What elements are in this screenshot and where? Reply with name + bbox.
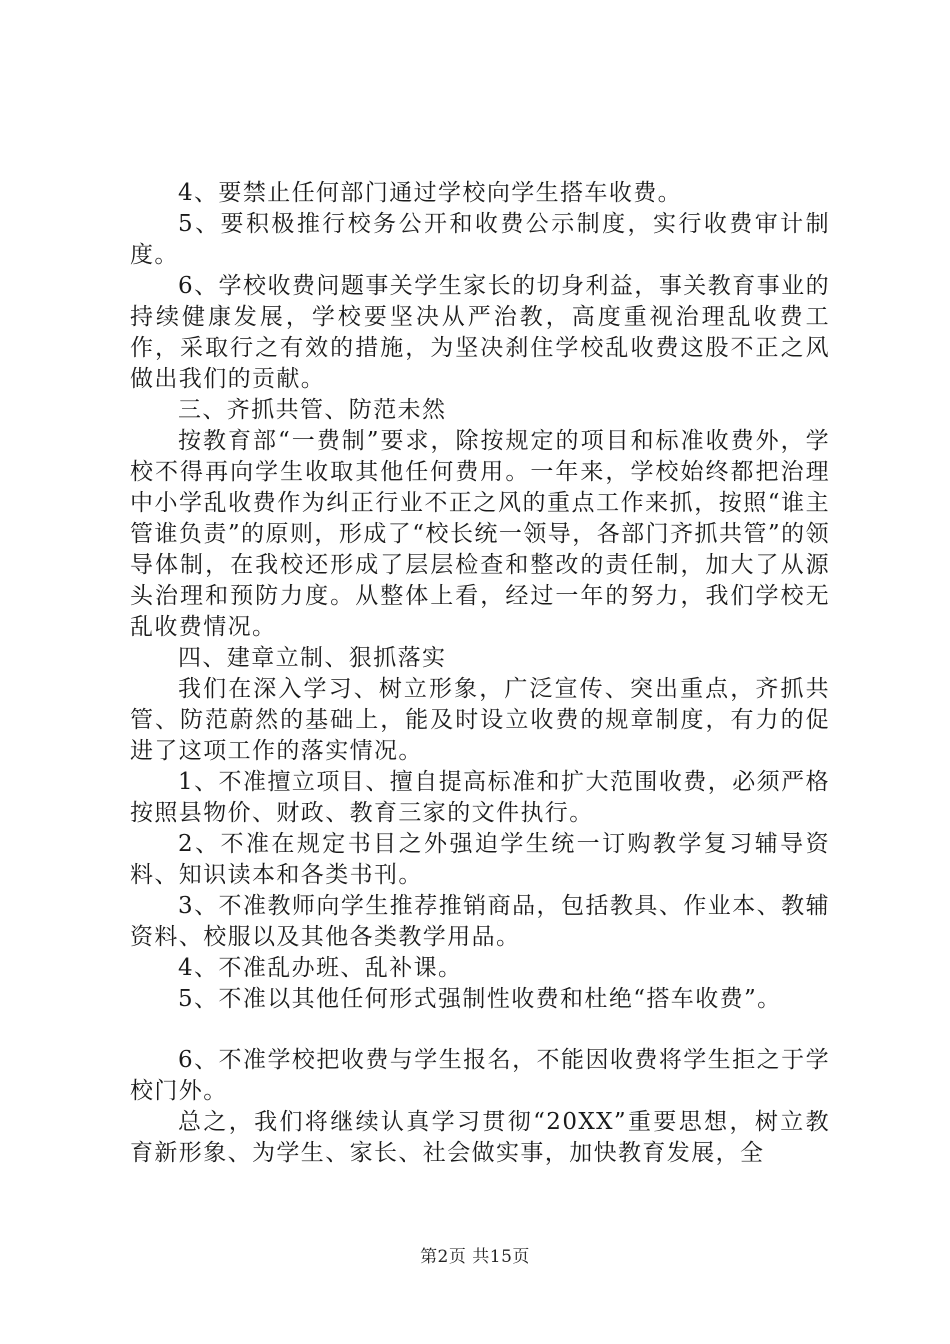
paragraph-item-6: 6、学校收费问题事关学生家长的切身利益，事关教育事业的持续健康发展，学校要坚决从严治教，高度重视治理乱收费工作，采取行之有效的措施，为坚决刹住学校乱收费这股不正之风做出我们的贡献。 bbox=[130, 273, 830, 392]
section-heading-three: 三、齐抓共管、防范未然 bbox=[178, 397, 447, 423]
rule-item-5: 5、不准以其他任何形式强制性收费和杜绝“搭车收费”。 bbox=[178, 986, 782, 1012]
rule-item-3: 3、不准教师向学生推荐推销商品，包括教具、作业本、教辅资料、校服以及其他各类教学用品。 bbox=[130, 893, 830, 950]
rule-item-1: 1、不准擅立项目、擅自提高标准和扩大范围收费，必须严格按照县物价、财政、教育三家的文件执行。 bbox=[130, 769, 830, 826]
paragraph-one-fee-policy: 按教育部“一费制”要求，除按规定的项目和标准收费外，学校不得再向学生收取其他任何费用。一年来，学校始终都把治理中小学乱收费作为纠正行业不正之风的重点工作来抓，按照“谁主管谁负责”的原则，形成了“校长统一领导，各部门齐抓共管”的领导体制，在我校还形成了层层检查和整改的责任制，加大了从源头治理和预防力度。从整体上看，经过一年的努力，我们学校无乱收费情况。 bbox=[130, 428, 830, 640]
rule-item-2: 2、不准在规定书目之外强迫学生统一订购教学复习辅导资料、知识读本和各类书刊。 bbox=[130, 831, 830, 888]
paragraph-regulations-intro: 我们在深入学习、树立形象，广泛宣传、突出重点，齐抓共管、防范蔚然的基础上，能及时设立收费的规章制度，有力的促进了这项工作的落实情况。 bbox=[130, 676, 830, 764]
paragraph-item-4: 4、要禁止任何部门通过学校向学生搭车收费。 bbox=[178, 180, 683, 206]
rule-item-4: 4、不准乱办班、乱补课。 bbox=[178, 955, 463, 981]
page-number-footer: 第2页 共15页 bbox=[420, 1247, 530, 1267]
section-heading-four: 四、建章立制、狠抓落实 bbox=[178, 645, 447, 671]
document-body bbox=[130, 178, 830, 1169]
paragraph-summary: 总之，我们将继续认真学习贯彻“20XX”重要思想，树立教育新形象、为学生、家长、社会做实事，加快教育发展，全 bbox=[130, 1109, 830, 1166]
blank-line bbox=[130, 1015, 830, 1045]
paragraph-item-5: 5、要积极推行校务公开和收费公示制度，实行收费审计制度。 bbox=[130, 211, 830, 268]
rule-item-6: 6、不准学校把收费与学生报名，不能因收费将学生拒之于学校门外。 bbox=[130, 1047, 830, 1104]
